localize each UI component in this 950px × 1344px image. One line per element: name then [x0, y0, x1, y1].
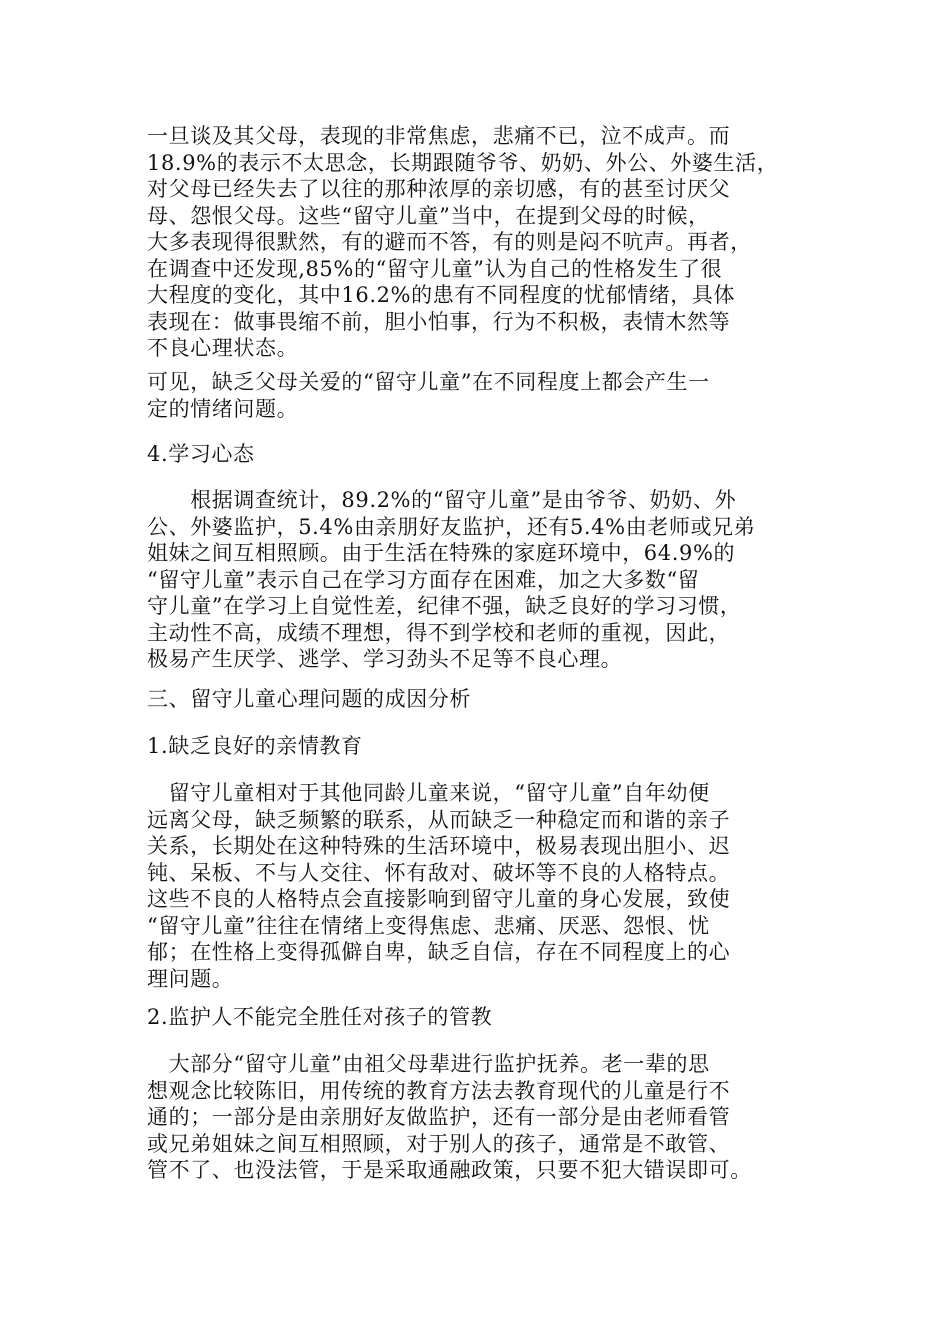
- text-line: 在调查中还发现,85%的“留守儿童”认为自己的性格发生了很: [147, 256, 723, 281]
- paragraph-learning-attitude: [147, 487, 807, 673]
- text-line: 表现在：做事畏缩不前，胆小怕事，行为不积极，表情木然等: [147, 309, 731, 334]
- text-line: 管不了、也没法管，于是采取通融政策，只要不犯大错误即可。: [147, 1158, 752, 1182]
- text-line: 姐妹之间互相照顾。由于生活在特殊的家庭环境中，64.9%的: [147, 541, 736, 565]
- text-line: 定的情绪问题。: [147, 396, 299, 421]
- chapter-heading-cause-analysis: [147, 686, 807, 713]
- section-heading-family-education: [147, 733, 807, 760]
- text-line: 郁；在性格上变得孤僻自卑，缺乏自信，存在不同程度上的心: [147, 940, 731, 964]
- paragraph-emotional-symptoms: [147, 123, 807, 362]
- text-line: 远离父母，缺乏频繁的联系，从而缺乏一种稳定而和谐的亲子: [147, 807, 731, 832]
- text-line: 通的；一部分是由亲朋好友做监护，还有一部分是由老师看管: [147, 1105, 731, 1129]
- text-line: 不良心理状态。: [147, 336, 299, 360]
- heading-text: 1.缺乏良好的亲情教育: [147, 734, 363, 758]
- text-line: 大多表现得很默然，有的避而不答，有的则是闷不吭声。再者，: [147, 230, 752, 254]
- text-line: 母、怨恨父母。这些“留守儿童”当中，在提到父母的时候，: [147, 203, 710, 228]
- text-line: 留守儿童相对于其他同龄儿童来说，“留守儿童”自年幼便: [147, 781, 710, 805]
- text-line: 守儿童”在学习上自觉性差，纪律不强，缺乏良好的学习习惯，: [147, 594, 742, 618]
- paragraph-conclusion: [147, 369, 807, 422]
- heading-text: 三、留守儿童心理问题的成因分析: [147, 687, 471, 711]
- text-line: 或兄弟姐妹之间互相照顾，对于别人的孩子，通常是不敢管、: [147, 1131, 731, 1156]
- text-line: “留守儿童”往往在情绪上变得焦虑、悲痛、厌恶、怨恨、忧: [147, 913, 710, 938]
- text-line: 公、外婆监护，5.4%由亲朋好友监护，还有5.4%由老师或兄弟: [147, 514, 756, 539]
- text-line: 主动性不高，成绩不理想，得不到学校和老师的重视，因此，: [147, 620, 731, 645]
- paragraph-family-education: [147, 780, 807, 992]
- text-line: 一旦谈及其父母，表现的非常焦虑，悲痛不已，泣不成声。而: [147, 124, 731, 148]
- heading-text: 4.学习心态: [147, 442, 255, 466]
- text-line: 可见，缺乏父母关爱的“留守儿童”在不同程度上都会产生一: [147, 370, 710, 394]
- text-line: 大部分“留守儿童”由祖父母辈进行监护抚养。老一辈的思: [147, 1052, 710, 1076]
- text-line: 想观念比较陈旧，用传统的教育方法去教育现代的儿童是行不: [147, 1078, 731, 1103]
- section-heading-guardians: [147, 1004, 807, 1031]
- text-line: 理问题。: [147, 966, 234, 991]
- text-line: 钝、呆板、不与人交往、怀有敌对、破坏等不良的人格特点。: [147, 860, 731, 885]
- text-line: 大程度的变化，其中16.2%的患有不同程度的忧郁情绪，具体: [147, 283, 736, 307]
- paragraph-guardians: [147, 1051, 807, 1184]
- heading-text: 2.监护人不能完全胜任对孩子的管教: [147, 1005, 493, 1029]
- text-line: 极易产生厌学、逃学、学习劲头不足等不良心理。: [147, 647, 623, 671]
- section-heading-learning-attitude: [147, 441, 807, 468]
- text-line: “留守儿童”表示自己在学习方面存在困难，加之大多数“留: [147, 567, 700, 592]
- text-line: 18.9%的表示不太思念，长期跟随爷爷、奶奶、外公、外婆生活，: [147, 150, 779, 175]
- text-line: 根据调查统计，89.2%的“留守儿童”是由爷爷、奶奶、外: [147, 488, 737, 512]
- text-line: 这些不良的人格特点会直接影响到留守儿童的身心发展，致使: [147, 887, 731, 911]
- text-line: 关系，长期处在这种特殊的生活环境中，极易表现出胆小、迟: [147, 834, 731, 858]
- text-line: 对父母已经失去了以往的那种浓厚的亲切感，有的甚至讨厌父: [147, 177, 731, 201]
